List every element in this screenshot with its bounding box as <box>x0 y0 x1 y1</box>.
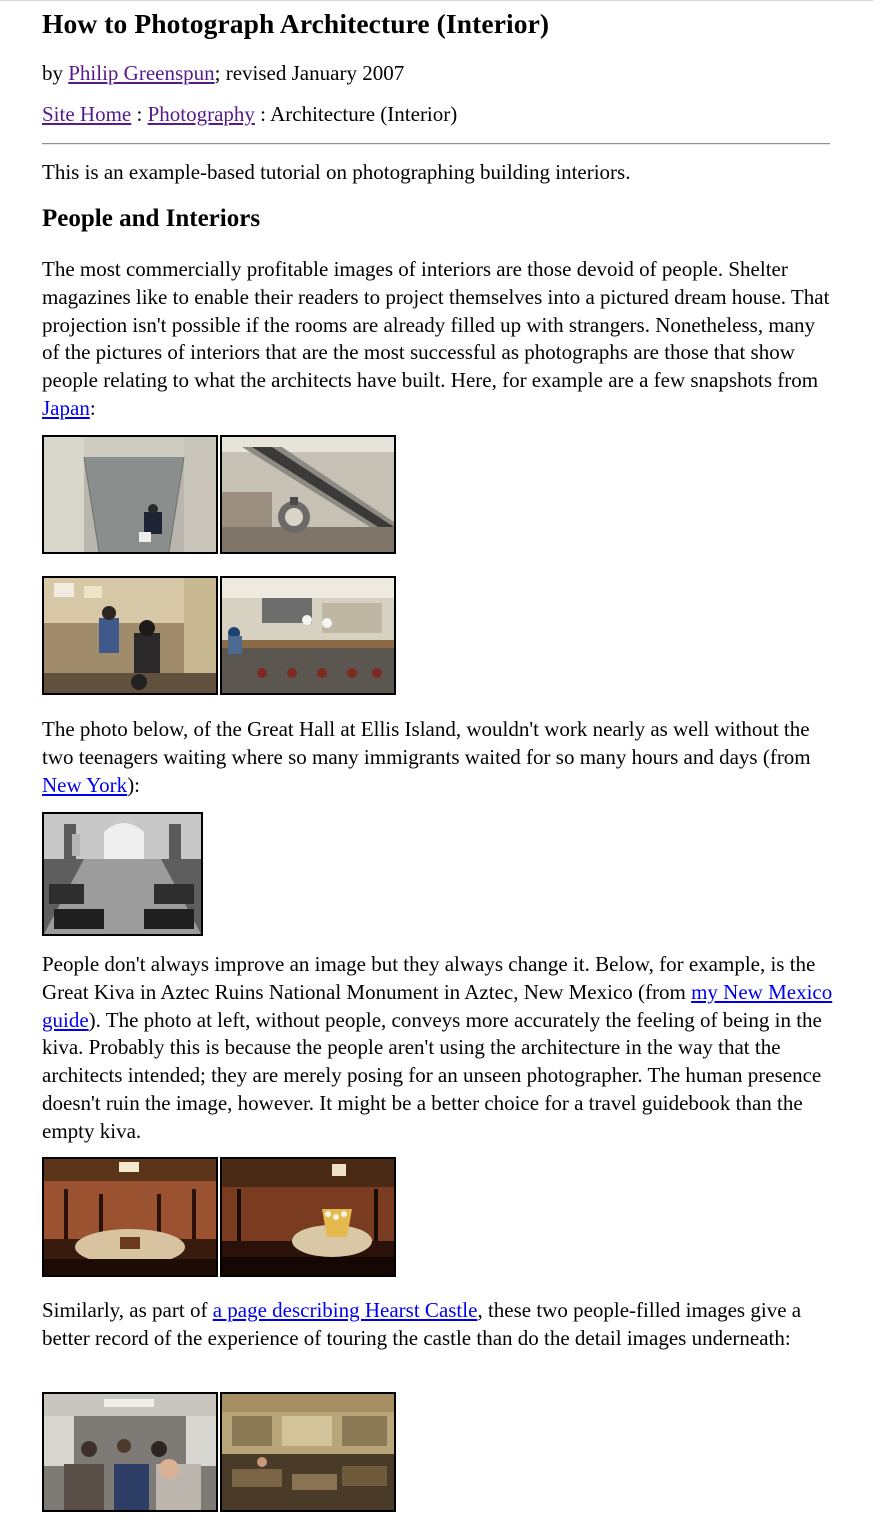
paragraph-text: People don't always improve an image but they always change it. Below, for example, is the Great Kiva in Aztec Ruins National Monument in Aztec, New Mexico (from <box>42 952 816 1004</box>
paragraph-text-end: ): <box>127 772 141 797</box>
photo-ellis-island-great-hall[interactable] <box>42 812 203 936</box>
photo-japan-noodle-bar[interactable] <box>220 576 396 695</box>
new-mexico-guide-link[interactable]: my New Mexico guide <box>42 979 833 1032</box>
photo-kiva-with-people[interactable] <box>220 1157 396 1277</box>
photo-japan-stairwell-image <box>44 437 216 552</box>
page-title: How to Photograph Architecture (Interior) <box>42 8 550 39</box>
photo-hearst-hall-image <box>222 1394 394 1510</box>
photo-japan-noodle-bar-image <box>222 578 394 693</box>
photo-hearst-bus-image <box>44 1394 216 1510</box>
paragraph-ellis-island <box>42 716 834 799</box>
hearst-castle-link[interactable]: a page describing Hearst Castle <box>212 1298 478 1322</box>
horizontal-rule <box>42 143 830 145</box>
breadcrumb-separator: : <box>254 102 271 126</box>
breadcrumb-photography-link[interactable]: Photography <box>147 102 255 126</box>
photo-kiva-empty-image <box>44 1159 216 1275</box>
japan-link[interactable]: Japan <box>42 395 90 420</box>
paragraph-kiva <box>42 951 834 1146</box>
window-top-edge <box>0 0 873 1</box>
author-link[interactable]: Philip Greenspun <box>68 61 215 85</box>
section-heading: People and Interiors <box>42 205 261 232</box>
paragraph-text: Similarly, as part of <box>42 1298 213 1322</box>
photo-kiva-people-image <box>222 1159 394 1275</box>
intro-text: This is an example-based tutorial on photographing building interiors. <box>42 160 631 184</box>
photo-japan-restaurant-image <box>44 578 216 693</box>
photo-ellis-island-image <box>44 814 201 934</box>
paragraph-commercial <box>42 256 834 423</box>
photo-kiva-empty[interactable] <box>42 1157 218 1277</box>
photo-japan-escalators-image <box>222 437 394 552</box>
byline-prefix: by <box>42 61 69 85</box>
paragraph-text: The most commercially profitable images of interiors are those devoid of people. Shelter magazines like to enable their readers to project themselves into a pictured dream house. That projection isn't possible if the rooms are already filled up with strangers. Nonetheless, many of the pictures of interiors that are the most successful as photographs are those that show people relating to what the architects have built. Here, for example are a few snapshots from <box>42 257 830 393</box>
paragraph-text-end: : <box>89 395 96 420</box>
paragraph-text: The photo below, of the Great Hall at Ellis Island, wouldn't work nearly as well without the two teenagers waiting where so many immigrants waited for so many hours and days (from <box>42 717 811 769</box>
byline-revision: ; revised January 2007 <box>214 61 405 85</box>
paragraph-text-end: , these two people-filled images give a better record of the experience of touring the castle than do the detail images underneath: <box>42 1298 802 1350</box>
breadcrumb <box>42 102 457 127</box>
paragraph-text-end: ). The photo at left, without people, conveys more accurately the feeling of being in the kiva. Probably this is because the people aren't using the architecture in the way that the architects intended; they are merely posing for an unseen photographer. The human presence doesn't ruin the image, however. It might be a better choice for a travel guidebook than the empty kiva. <box>42 1007 822 1143</box>
photo-japan-escalators[interactable] <box>220 435 396 554</box>
new-york-link[interactable]: New York <box>42 772 128 797</box>
breadcrumb-site-home-link[interactable]: Site Home <box>42 102 132 126</box>
photo-hearst-castle-hall[interactable] <box>220 1392 396 1512</box>
byline <box>42 61 404 86</box>
photo-hearst-castle-bus[interactable] <box>42 1392 218 1512</box>
photo-japan-stairwell[interactable] <box>42 435 218 554</box>
breadcrumb-current: Architecture (Interior) <box>270 102 458 126</box>
paragraph-hearst-castle <box>42 1297 834 1353</box>
breadcrumb-separator: : <box>131 102 148 126</box>
photo-japan-restaurant[interactable] <box>42 576 218 695</box>
